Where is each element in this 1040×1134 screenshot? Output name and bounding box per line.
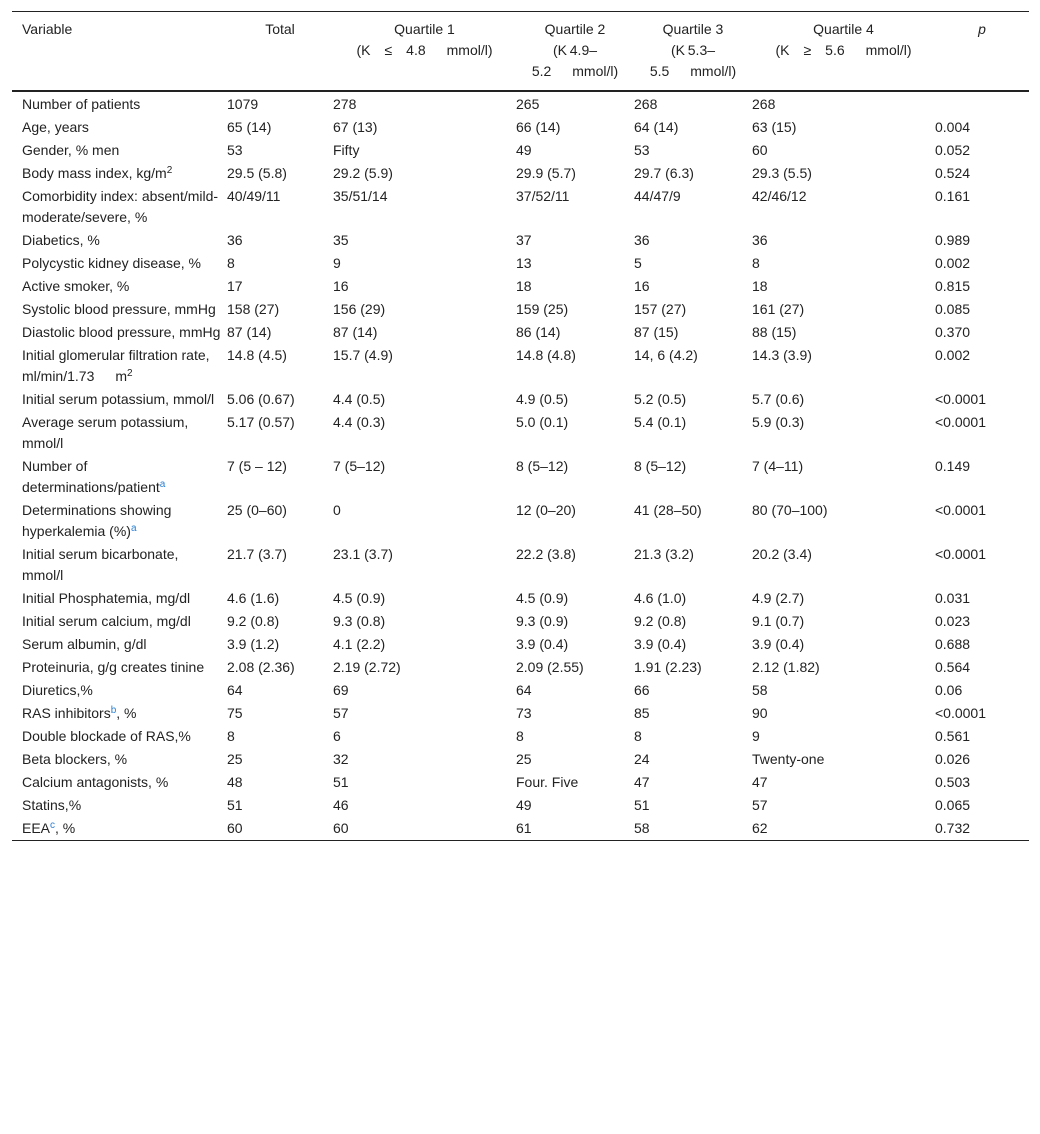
cell-q3: 41 (28–50)	[634, 502, 702, 518]
cell-q4: 2.12 (1.82)	[752, 659, 820, 675]
cell-total: 158 (27)	[227, 301, 280, 317]
table-row	[12, 411, 1029, 455]
cell-total: 65 (14)	[227, 119, 272, 135]
cell-p: 0.002	[935, 347, 971, 363]
cell-total: 25	[227, 751, 243, 767]
cell-q4: 36	[752, 232, 768, 248]
cell-q2: 265	[516, 96, 540, 112]
cell-q2: 5.0 (0.1)	[516, 414, 569, 430]
cell-q1: 69	[333, 682, 349, 698]
footnote-link[interactable]: a	[130, 523, 137, 534]
cell-q3: 8 (5–12)	[634, 458, 687, 474]
cell-q1: 60	[333, 817, 516, 841]
footnote-link[interactable]: a	[159, 479, 166, 490]
cell-total: 14.8 (4.5)	[227, 347, 287, 363]
cell-p: 0.002	[935, 255, 971, 271]
cell-q4: 14.3 (3.9)	[752, 347, 812, 363]
variable-label: Initial serum bicarbonate, mmol/l	[22, 546, 179, 583]
variable-label: Diabetics, %	[22, 232, 100, 248]
cell-q3: 5.2 (0.5)	[634, 391, 687, 407]
cell-q2: 73	[516, 705, 532, 721]
cell-q4: 60	[752, 142, 768, 158]
header-total: Total	[227, 12, 333, 41]
cell-q3: 24	[634, 751, 650, 767]
cell-q3: 14, 6 (4.2)	[634, 347, 698, 363]
variable-label: Gender, % men	[22, 142, 120, 158]
cell-q1: 15.7 (4.9)	[333, 347, 393, 363]
cell-q1: 16	[333, 278, 349, 294]
table-row	[12, 298, 1029, 321]
cell-q3: 51	[634, 797, 650, 813]
cell-q2: 64	[516, 682, 532, 698]
cell-q2: 8	[516, 728, 524, 744]
variable-label: Diuretics,%	[22, 682, 93, 698]
cell-p: 0.065	[935, 797, 971, 813]
table-row	[12, 321, 1029, 344]
cell-q2: 8 (5–12)	[516, 458, 569, 474]
cell-total: 9.2 (0.8)	[227, 613, 280, 629]
cell-q2: 37/52/11	[516, 188, 570, 204]
variable-label: RAS inhibitors	[22, 705, 111, 721]
cell-total: 7 (5 – 12)	[227, 458, 287, 474]
cell-q3: 85	[634, 705, 650, 721]
cell-q2: 25	[516, 751, 532, 767]
cell-q3: 21.3 (3.2)	[634, 546, 694, 562]
cell-q3: 3.9 (0.4)	[634, 636, 687, 652]
subheader-q3-line2: 5.5 mmol/l)	[649, 63, 737, 79]
cell-q2: 14.8 (4.8)	[516, 347, 576, 363]
cell-q1: 87 (14)	[333, 324, 378, 340]
cell-total: 53	[227, 142, 243, 158]
cell-q3: 58	[634, 817, 752, 841]
subheader-q2-line1: (K 4.9–	[552, 42, 598, 58]
cell-q1: 4.1 (2.2)	[333, 636, 386, 652]
variable-label: Number of patients	[22, 96, 141, 112]
variable-cell	[12, 139, 227, 162]
variable-label: Double blockade of RAS,%	[22, 728, 191, 744]
cell-q1: 51	[333, 774, 349, 790]
variable-cell	[12, 388, 227, 411]
variable-cell	[12, 656, 227, 679]
subheader-q4-text: (K ≥ 5.6 mmol/l)	[775, 42, 912, 58]
cell-q1: 0	[333, 502, 341, 518]
cell-q1: 57	[333, 705, 349, 721]
table-row	[12, 162, 1029, 185]
cell-q4: 5.9 (0.3)	[752, 414, 805, 430]
variable-label: Initial serum calcium, mg/dl	[22, 613, 191, 629]
variable-label: Polycystic kidney disease, %	[22, 255, 201, 271]
cell-q2: 9.3 (0.9)	[516, 613, 569, 629]
subheader-q1	[333, 40, 516, 91]
cell-total: 87 (14)	[227, 324, 272, 340]
cell-q3: 36	[634, 232, 650, 248]
cell-q4: 4.9 (2.7)	[752, 590, 805, 606]
variable-label: Number of determinations/patient	[22, 458, 160, 495]
cell-total: 29.5 (5.8)	[227, 165, 287, 181]
cell-q1: 2.19 (2.72)	[333, 659, 401, 675]
cell-q1: 35	[333, 232, 349, 248]
cell-q2: 22.2 (3.8)	[516, 546, 576, 562]
cell-q3: 9.2 (0.8)	[634, 613, 687, 629]
cell-q3: 268	[634, 96, 658, 112]
cell-q2: 3.9 (0.4)	[516, 636, 569, 652]
table-row	[12, 344, 1029, 388]
cell-total: 48	[227, 774, 243, 790]
variable-cell	[12, 162, 227, 185]
cell-q2: 4.9 (0.5)	[516, 391, 569, 407]
cell-q2: 29.9 (5.7)	[516, 165, 576, 181]
footnote-link[interactable]: b	[110, 705, 117, 716]
cell-q4: 9	[752, 728, 760, 744]
variable-cell	[12, 748, 227, 771]
cell-p: <0.0001	[935, 414, 986, 430]
cell-q4: 47	[752, 774, 768, 790]
cell-p: <0.0001	[935, 705, 986, 721]
superscript: 2	[127, 368, 133, 379]
cell-q1: 9	[333, 255, 341, 271]
cell-p: 0.026	[935, 751, 971, 767]
table-row	[12, 543, 1029, 587]
cell-q3: 87 (15)	[634, 324, 679, 340]
subheader-q3-line1: (K 5.3–	[670, 42, 716, 58]
cell-p	[935, 91, 1029, 116]
cell-q2: Four. Five	[516, 774, 579, 790]
cell-p: 0.815	[935, 278, 971, 294]
table-row	[12, 633, 1029, 656]
cell-p: 0.564	[935, 659, 971, 675]
variable-label: Beta blockers, %	[22, 751, 128, 767]
cell-q4: 57	[752, 797, 768, 813]
cell-q3: 8	[634, 728, 642, 744]
cell-q2: 2.09 (2.55)	[516, 659, 584, 675]
cell-q1: 4.4 (0.5)	[333, 391, 386, 407]
cell-q4: 9.1 (0.7)	[752, 613, 805, 629]
cell-q4: 42/46/12	[752, 188, 807, 204]
variable-label: Average serum potassium, mmol/l	[22, 414, 189, 451]
variable-cell	[12, 499, 227, 543]
header-q3: Quartile 3	[634, 12, 752, 41]
subheader-q2-line2: 5.2 mmol/l)	[531, 63, 619, 79]
cell-q1: 32	[333, 751, 349, 767]
variable-label: Body mass index, kg/m	[22, 165, 167, 181]
subheader-total-empty	[227, 40, 333, 91]
cell-q1: 9.3 (0.8)	[333, 613, 386, 629]
cell-q1: 156 (29)	[333, 301, 386, 317]
superscript: 2	[166, 165, 173, 176]
header-q1: Quartile 1	[333, 12, 516, 41]
subheader-q2	[516, 40, 634, 91]
cell-p: 0.031	[935, 590, 971, 606]
cell-q1: 278	[333, 96, 357, 112]
cell-q3: 47	[634, 774, 650, 790]
cell-q4: 5.7 (0.6)	[752, 391, 805, 407]
cell-q2: 49	[516, 142, 532, 158]
cell-q2: 49	[516, 797, 532, 813]
cell-p: 0.370	[935, 324, 971, 340]
variable-cell	[12, 411, 227, 455]
cell-p: 0.561	[935, 728, 971, 744]
cell-p: 0.052	[935, 142, 971, 158]
variable-label: Calcium antagonists, %	[22, 774, 169, 790]
table-row	[12, 587, 1029, 610]
cell-q1: 35/51/14	[333, 188, 388, 204]
cell-total: 5.17 (0.57)	[227, 414, 295, 430]
cell-total: 51	[227, 797, 243, 813]
table-row	[12, 91, 1029, 116]
variable-cell	[12, 702, 227, 725]
table-row	[12, 679, 1029, 702]
table-row	[12, 771, 1029, 794]
cell-p: 0.503	[935, 774, 971, 790]
cell-q1: 23.1 (3.7)	[333, 546, 393, 562]
cell-q2: 12 (0–20)	[516, 502, 576, 518]
cell-total: 36	[227, 232, 243, 248]
cell-p: 0.732	[935, 817, 1029, 841]
cell-q4: 63 (15)	[752, 119, 797, 135]
table-row	[12, 702, 1029, 725]
cell-p: 0.004	[935, 119, 971, 135]
cell-q4: 7 (4–11)	[752, 458, 804, 474]
cell-q2: 18	[516, 278, 532, 294]
variable-label: Initial glomerular filtration rate, ml/min/1.73 m	[22, 347, 210, 384]
cell-total: 25 (0–60)	[227, 502, 287, 518]
table-row	[12, 656, 1029, 679]
variable-label: Diastolic blood pressure, mmHg	[22, 324, 221, 340]
variable-cell	[12, 229, 227, 252]
cell-q3: 4.6 (1.0)	[634, 590, 687, 606]
cell-q4: 268	[752, 96, 776, 112]
variable-label: Systolic blood pressure, mmHg	[22, 301, 216, 317]
cell-q3: 1.91 (2.23)	[634, 659, 702, 675]
cell-q4: 29.3 (5.5)	[752, 165, 812, 181]
cell-p: 0.023	[935, 613, 971, 629]
variable-cell	[12, 679, 227, 702]
variable-label: Initial Phosphatemia, mg/dl	[22, 590, 191, 606]
variable-cell	[12, 116, 227, 139]
subheader-variable-empty	[12, 40, 227, 91]
cell-q4: 88 (15)	[752, 324, 797, 340]
variable-label: Proteinuria, g/g creates tinine	[22, 659, 205, 675]
variable-cell	[12, 275, 227, 298]
cell-q4: 161 (27)	[752, 301, 805, 317]
variable-cell	[12, 725, 227, 748]
variable-cell	[12, 543, 227, 587]
variable-label: Serum albumin, g/dl	[22, 636, 147, 652]
table-row	[12, 252, 1029, 275]
cell-q3: 157 (27)	[634, 301, 687, 317]
cell-p: <0.0001	[935, 391, 986, 407]
table-row	[12, 817, 1029, 841]
cell-p: 0.149	[935, 458, 971, 474]
variable-label: Statins,%	[22, 797, 82, 813]
cell-q3: 44/47/9	[634, 188, 681, 204]
variable-cell	[12, 185, 227, 229]
variable-cell	[12, 633, 227, 656]
table-row	[12, 275, 1029, 298]
cell-p: <0.0001	[935, 546, 986, 562]
variable-cell	[12, 794, 227, 817]
cell-q4: 90	[752, 705, 768, 721]
cell-total: 3.9 (1.2)	[227, 636, 280, 652]
cell-total: 2.08 (2.36)	[227, 659, 295, 675]
variable-suffix: , %	[116, 705, 137, 721]
variable-cell	[12, 252, 227, 275]
cell-q3: 5.4 (0.1)	[634, 414, 687, 430]
variable-label: EEA	[22, 820, 51, 836]
cell-total: 40/49/11	[227, 188, 281, 204]
cell-q4: 8	[752, 255, 760, 271]
variable-cell	[12, 587, 227, 610]
variable-cell	[12, 610, 227, 633]
cell-q1: 4.4 (0.3)	[333, 414, 386, 430]
cell-q4: 18	[752, 278, 768, 294]
table-row	[12, 229, 1029, 252]
cell-p: 0.688	[935, 636, 971, 652]
cell-total: 1079	[227, 96, 259, 112]
cell-q3: 66	[634, 682, 650, 698]
table-row	[12, 116, 1029, 139]
cell-q3: 5	[634, 255, 642, 271]
cell-p: 0.06	[935, 682, 963, 698]
variable-cell	[12, 455, 227, 499]
cell-total: 8	[227, 728, 235, 744]
variable-cell	[12, 321, 227, 344]
table-row	[12, 388, 1029, 411]
variable-label: Determinations showing hyperkalemia (%)	[22, 502, 172, 539]
variable-label: Initial serum potassium, mmol/l	[22, 391, 215, 407]
variable-cell	[12, 817, 227, 841]
header-p: p	[935, 12, 1029, 41]
table-row	[12, 725, 1029, 748]
cell-total: 4.6 (1.6)	[227, 590, 280, 606]
variable-cell	[12, 344, 227, 388]
cell-q1: 7 (5–12)	[333, 458, 386, 474]
cell-q4: 3.9 (0.4)	[752, 636, 805, 652]
cell-q3: 29.7 (6.3)	[634, 165, 694, 181]
cell-q2: 13	[516, 255, 532, 271]
cell-q2: 159 (25)	[516, 301, 569, 317]
table-row	[12, 139, 1029, 162]
cell-total: 5.06 (0.67)	[227, 391, 295, 407]
table-row	[12, 610, 1029, 633]
cell-q4: Twenty-one	[752, 751, 825, 767]
cell-p: <0.0001	[935, 502, 986, 518]
cell-p: 0.085	[935, 301, 971, 317]
cell-q1: 46	[333, 797, 349, 813]
cell-q2: 37	[516, 232, 532, 248]
subheader-q3	[634, 40, 752, 91]
table-row	[12, 499, 1029, 543]
table-row	[12, 794, 1029, 817]
table-header	[12, 12, 1029, 92]
cell-q4: 62	[752, 817, 935, 841]
variable-cell	[12, 298, 227, 321]
data-table	[12, 11, 1029, 841]
cell-p: 0.524	[935, 165, 971, 181]
subheader-q4	[752, 40, 935, 91]
cell-total: 21.7 (3.7)	[227, 546, 287, 562]
variable-label: Active smoker, %	[22, 278, 130, 294]
cell-total: 17	[227, 278, 243, 294]
cell-total: 64	[227, 682, 243, 698]
cell-q2: 86 (14)	[516, 324, 561, 340]
cell-q1: 4.5 (0.9)	[333, 590, 386, 606]
table-row	[12, 185, 1029, 229]
cell-q1: 67 (13)	[333, 119, 378, 135]
cell-q3: 16	[634, 278, 650, 294]
header-q2: Quartile 2	[516, 12, 634, 41]
cell-q4: 58	[752, 682, 768, 698]
variable-cell	[12, 91, 227, 116]
subheader-q1-text: (K ≤ 4.8 mmol/l)	[356, 42, 493, 58]
cell-q2: 66 (14)	[516, 119, 561, 135]
cell-q1: 6	[333, 728, 341, 744]
variable-cell	[12, 771, 227, 794]
table-row	[12, 455, 1029, 499]
header-q4: Quartile 4	[752, 12, 935, 41]
header-variable: Variable	[12, 12, 227, 41]
cell-p: 0.989	[935, 232, 971, 248]
cell-p: 0.161	[935, 188, 971, 204]
cell-q1: Fifty	[333, 142, 360, 158]
subheader-p-empty	[935, 40, 1029, 91]
cell-total: 75	[227, 705, 243, 721]
footnote-link[interactable]: c	[50, 820, 56, 831]
cell-q4: 80 (70–100)	[752, 502, 828, 518]
cell-q3: 64 (14)	[634, 119, 679, 135]
cell-total: 60	[227, 817, 333, 841]
table-body	[12, 91, 1029, 841]
cell-q3: 53	[634, 142, 650, 158]
table-row	[12, 748, 1029, 771]
variable-label: Comorbidity index: absent/mild-moderate/severe, %	[22, 188, 219, 225]
cell-q2: 4.5 (0.9)	[516, 590, 569, 606]
cell-q4: 20.2 (3.4)	[752, 546, 812, 562]
cell-total: 8	[227, 255, 235, 271]
variable-label: Age, years	[22, 119, 89, 135]
cell-q2: 61	[516, 817, 634, 841]
cell-q1: 29.2 (5.9)	[333, 165, 393, 181]
variable-suffix: , %	[55, 820, 76, 836]
